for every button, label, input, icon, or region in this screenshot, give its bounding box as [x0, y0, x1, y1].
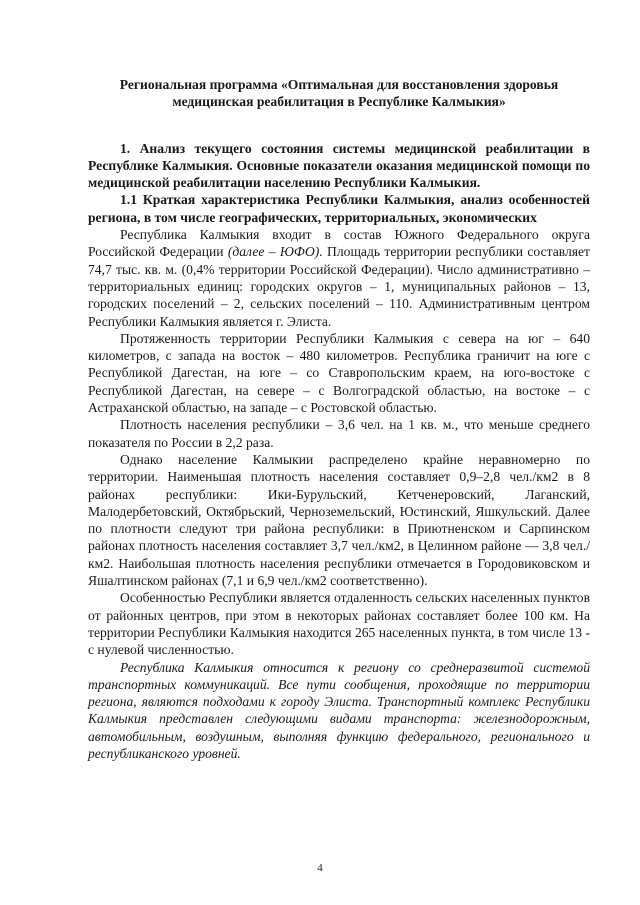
paragraph-territory-extent: Протяженность территории Республики Калмыкия с севера на юг – 640 километров, с запада на восток – 480 километров. Республика граничит на юге с Республикой Дагестан, на юге – со Ставропольским краем, на юго-востоке с Республикой Дагестан, на севере – с Волгоградской областью, на востоке – с Астраханской областью, на западе – с Ростовской областью. — [88, 330, 590, 416]
paragraph-settlements: Особенностью Республики является отдаленность сельских населенных пунктов от районных центров, при этом в некоторых районах составляет более 100 км. На территории Республики Калмыкия находится 265 населенных пункта, в том числе 13 - с нулевой численностью. — [88, 590, 590, 658]
paragraph-region-overview-text-1: Республика Калмыкия входит в состав Южного Федерального округа Российской Федерации — [88, 227, 590, 260]
document-body — [88, 76, 590, 762]
document-title: Региональная программа «Оптимальная для восстановления здоровья медицинская реабилитация в Республике Калмыкия» — [119, 77, 559, 110]
paragraph-region-overview — [88, 226, 590, 330]
page-number: 4 — [317, 862, 323, 874]
paragraph-population-density: Плотность населения республики – 3,6 чел. на 1 кв. м., что меньше среднего показателя по России в 2,2 раза. — [88, 417, 590, 450]
paragraph-region-overview-abbrev: (далее – ЮФО). — [227, 244, 323, 260]
section-1-1-heading: 1.1 Краткая характеристика Республики Калмыкия, анализ особенностей региона, в том числе географических, территориальных, экономических — [88, 192, 590, 225]
paragraph-transport: Республика Калмыкия относится к региону со среднеразвитой системой транспортных коммуникаций. Все пути сообщения, проходящие по территории региона, являются подходами к городу Элиста. Транспортный комплекс Республики Калмыкия представлен следующими видами транспорта: железнодорожным, автомобильным, воздушным, выполняя функцию федерального, регионального и республиканского уровней. — [88, 659, 590, 761]
section-1-heading: 1. Анализ текущего состояния системы медицинской реабилитации в Республике Калмыкия. Основные показатели оказания медицинской помощи по медицинской реабилитации населению Республики Калмыкия. — [88, 140, 590, 191]
paragraph-population-distribution: Однако население Калмыкии распределено крайне неравномерно по территории. Наименьшая плотность населения составляет 0,9–2,8 чел./км2 в 8 районах республики: Ики-Бурульский, Кетченеровский, Лаганский, Малодербетовский, Октябрьский, Черноземельский, Юстинский, Яшкульский. Далее по плотности следуют три района республики: в Приютненском и Сарпинском районах плотность населения составляет 3,7 чел./км2, в Целинном районе — 3,8 чел./км2. Наибольшая плотность населения республики отмечается в Городовиковском и Яшалтинском районах (7,1 и 6,9 чел./км2 соответственно). — [88, 451, 590, 589]
paragraph-region-overview-text-2: Площадь территории республики составляет 74,7 тыс. кв. м. (0,4% территории Российской Федерации). Число административно – территориальных единиц: городских округов – 1, муниципальных районов – 13, городских поселений – 2, сельских поселений – 110. Административным центром Республики Калмыкия является г. Элиста. — [88, 244, 590, 329]
